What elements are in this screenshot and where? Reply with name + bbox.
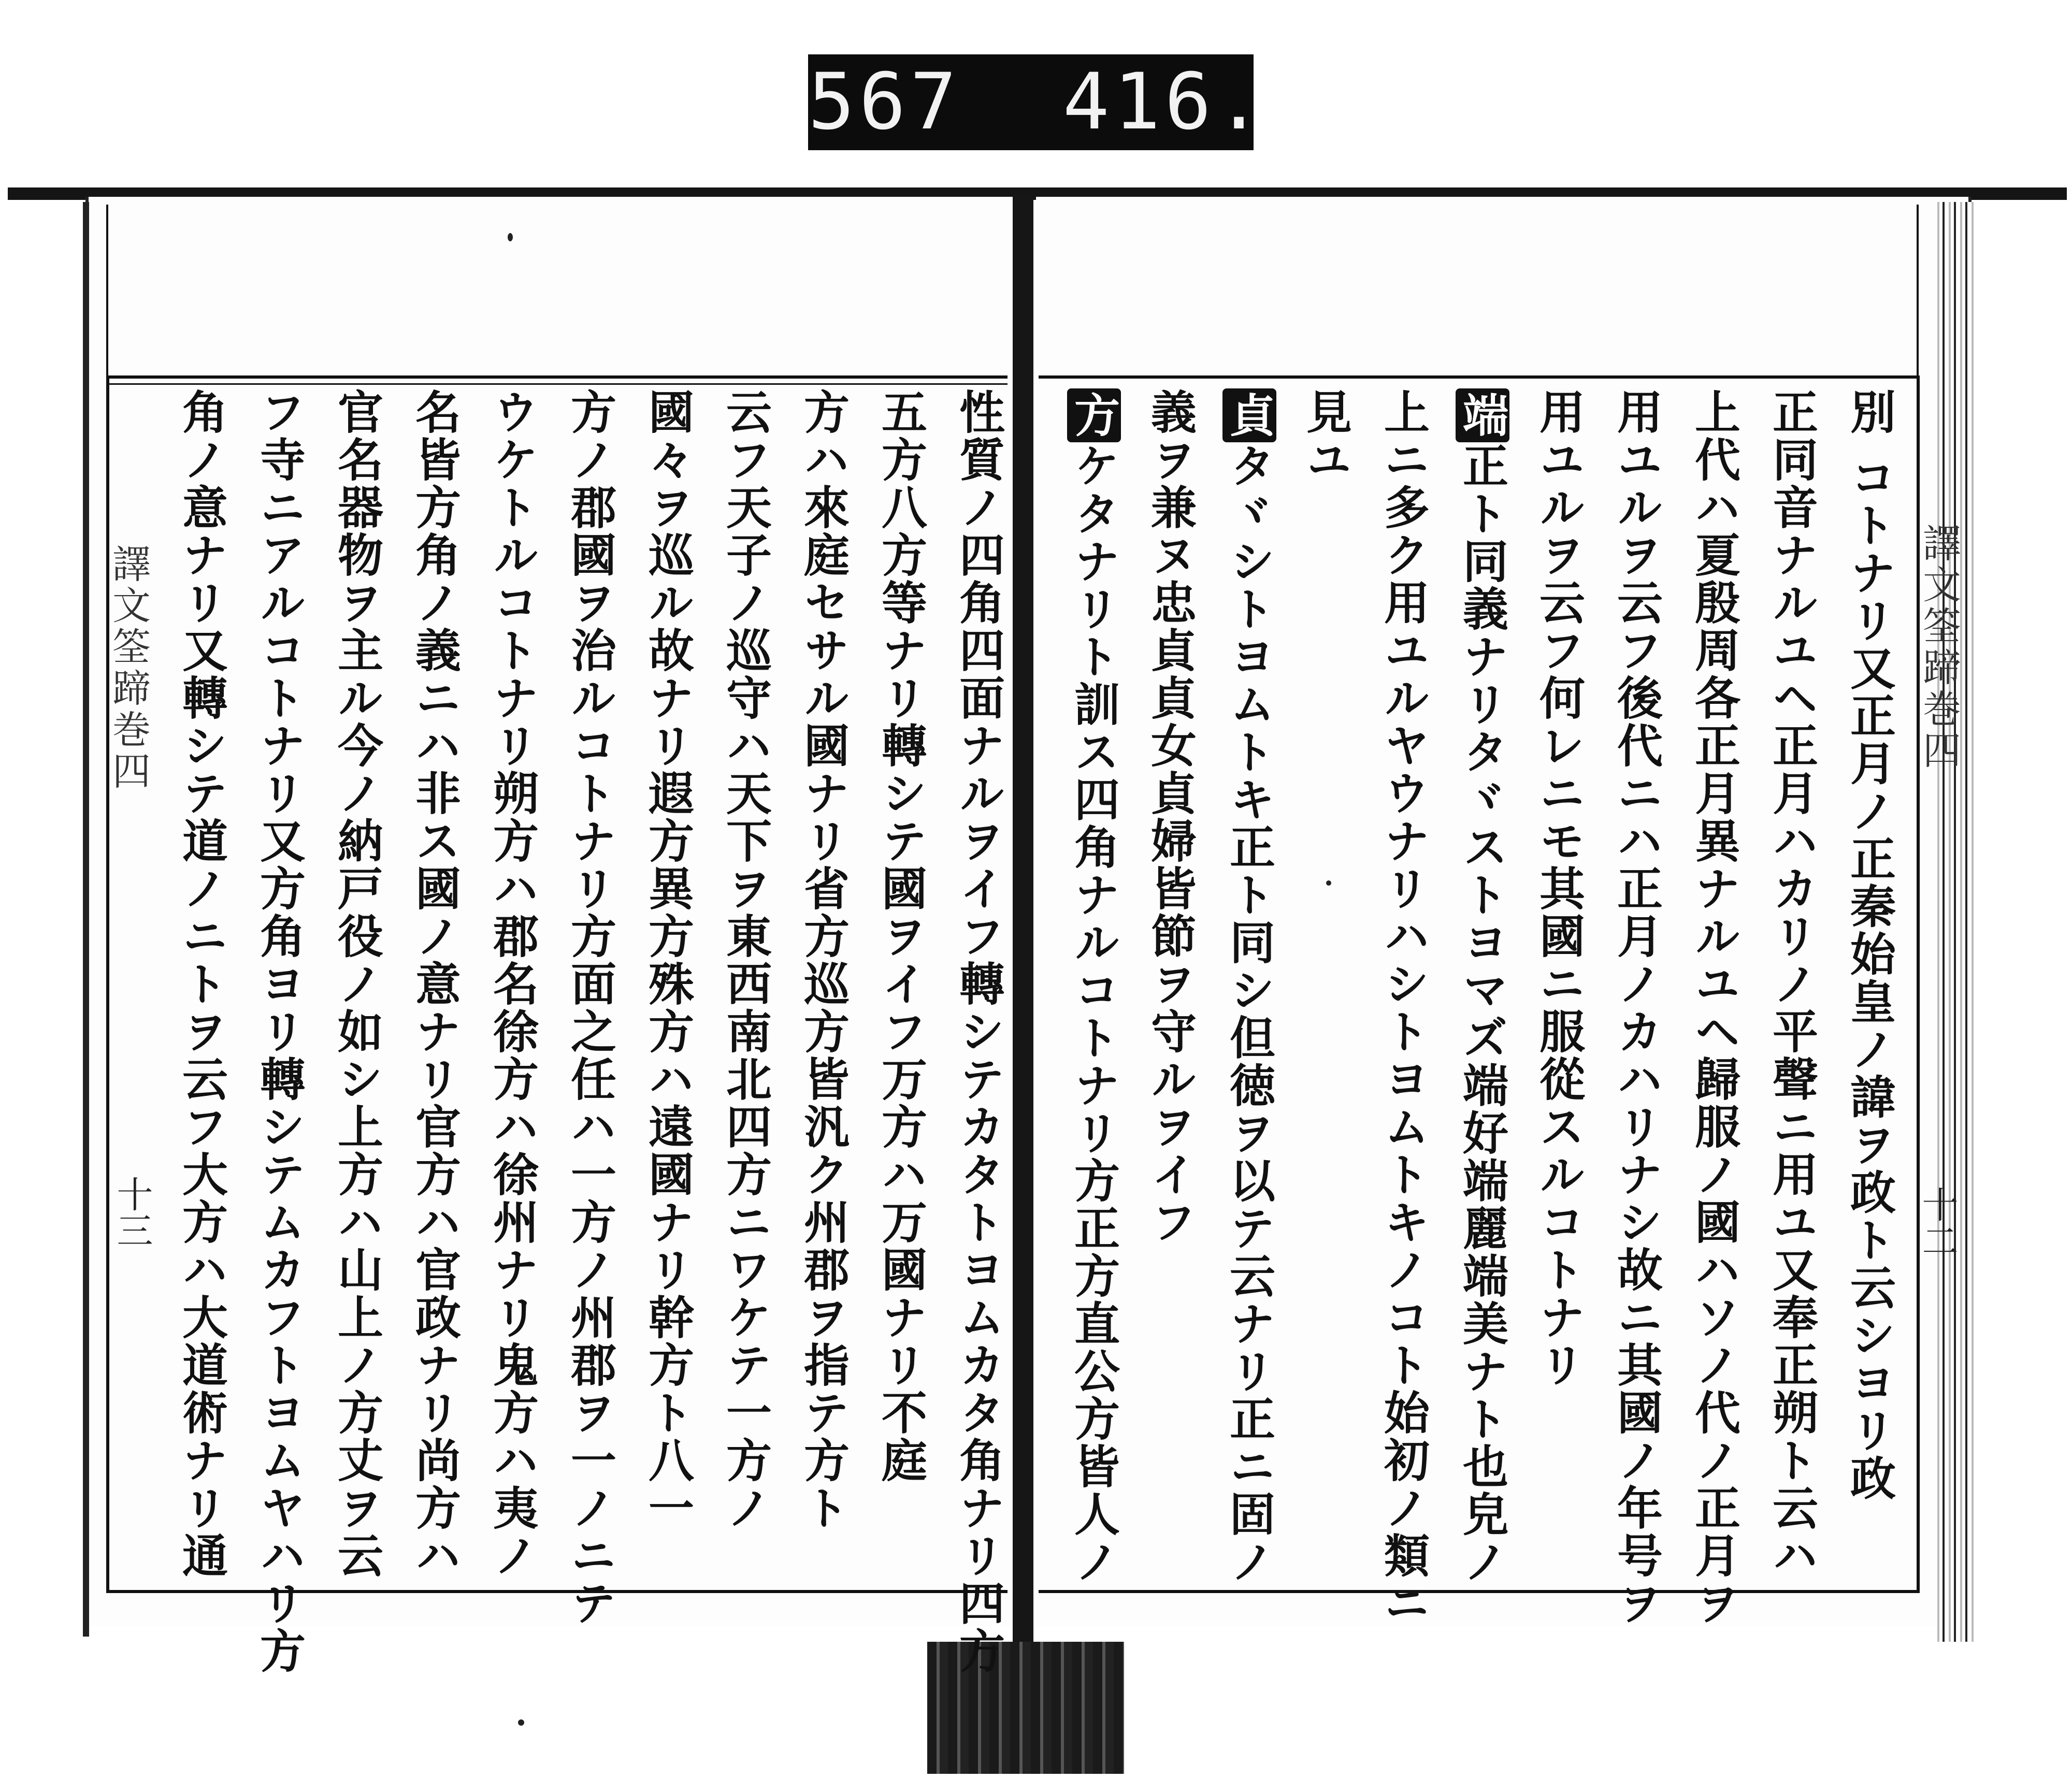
headword-badge: 方 (1067, 388, 1121, 442)
folio-left: 十三 (111, 1176, 153, 1248)
right-frame-top (1039, 375, 1919, 379)
left-frame-top (106, 375, 1008, 379)
left-text-column: 國々ヲ巡ル故ナリ遐方異方殊方ハ遠國ナリ幹方ト八一 (641, 388, 695, 1532)
ink-speck (1326, 880, 1331, 886)
left-text-column: 角ノ意ナリ又轉シテ道ノニトヲ云フ大方ハ大道術ナリ通 (175, 388, 229, 1580)
left-text-column: 名皆方角ノ義ニハ非ス國ノ意ナリ官方ハ官政ナリ尚方ハ (408, 388, 462, 1580)
headword-badge: 端 (1456, 388, 1509, 442)
ink-speck (518, 1719, 524, 1726)
right-text-column: 上代ハ夏殷周各正月異ナルユヘ歸服ノ國ハソノ代ノ正月ヲ (1688, 388, 1742, 1627)
folio-right: 十二 (1916, 1186, 1959, 1259)
left-text-column: 官名器物ヲ主ル今ノ納戸役ノ如シ上方ハ山上ノ方丈ヲ云 (330, 388, 384, 1580)
left-text-column: フ寺ニアルコトナリ又方角ヨリ轉シテムカフトヨムヤハリ方 (253, 388, 307, 1675)
left-outer-edge (83, 202, 89, 1637)
catalog-label: 567 416. (808, 57, 1267, 147)
right-text-column: 上ニ多ク用ユルヤウナリハシトヨムトキノコト始初ノ類ニ (1377, 388, 1431, 1627)
right-outer-edge (1937, 202, 1974, 1642)
right-text-column: 用ユルヲ云フ後代ニハ正月ノカハリナシ故ニ其國ノ年号ヲ (1610, 388, 1664, 1627)
right-text-column: 見ユ (1299, 388, 1353, 484)
left-text-column: 五方八方等ナリ轉シテ國ヲイフ万方ハ万國ナリ不庭 (874, 388, 928, 1484)
left-text-column: 性質ノ四角四面ナルヲイフ轉シテカタトヨムカタ角ナリ四方 (952, 388, 1006, 1675)
ink-speck (508, 233, 513, 241)
left-frame-bottom (106, 1590, 1008, 1593)
margin-title-right: 譯文筌蹄巻四 (1917, 523, 1961, 772)
left-text-column: ウケトルコトナリ朔方ハ郡名徐方ハ徐州ナリ鬼方ハ夷ノ (486, 388, 540, 1580)
margin-title-left: 譯文筌蹄巻四 (106, 544, 151, 792)
left-upper-rule (106, 205, 108, 375)
left-text-column: 方ノ郡國ヲ治ルコトナリ方面之任ハ一方ノ州郡ヲ一ノニテ (564, 388, 617, 1627)
right-text-column: 方ケタナリト訓ス四角ナルコトナリ方正方直公方皆人ノ (1067, 388, 1121, 1586)
right-text-column: 用ユルヲ云フ何レニモ其國ニ服從スルコトナリ (1532, 388, 1586, 1389)
left-text-column: 方ハ來庭セサル國ナリ省方巡方皆汎ク州郡ヲ指テ方ト (797, 388, 851, 1532)
left-frame-inner-top (106, 383, 1008, 385)
right-text-column: 貞タヾシトヨムトキ正ト同シ但徳ヲ以テ云ナリ正ニ固ノ (1222, 388, 1276, 1586)
right-text-column: 義ヲ兼ヌ忠貞貞女貞婦皆節ヲ守ルヲイフ (1144, 388, 1198, 1246)
right-frame-bottom (1039, 1590, 1919, 1593)
left-text-column: 云フ天子ノ巡守ハ天下ヲ東西南北四方ニワケテ一方ノ (719, 388, 773, 1532)
book-spine (1013, 194, 1033, 1771)
right-text-column: 端正ト同義ナリタヾストヨマズ端好端麗端美ナト也皃ノ (1456, 388, 1509, 1586)
headword-badge: 貞 (1222, 388, 1276, 442)
right-upper-rule (1917, 205, 1919, 375)
right-text-column: 別 コトナリ又正月ノ正秦始皇ノ諱ヲ政ト云シヨリ政 (1843, 388, 1897, 1502)
right-text-column: 正同音ナルユヘ正月ハカリノ平聲ニ用ユ又奉正朔ト云ハ (1765, 388, 1819, 1580)
